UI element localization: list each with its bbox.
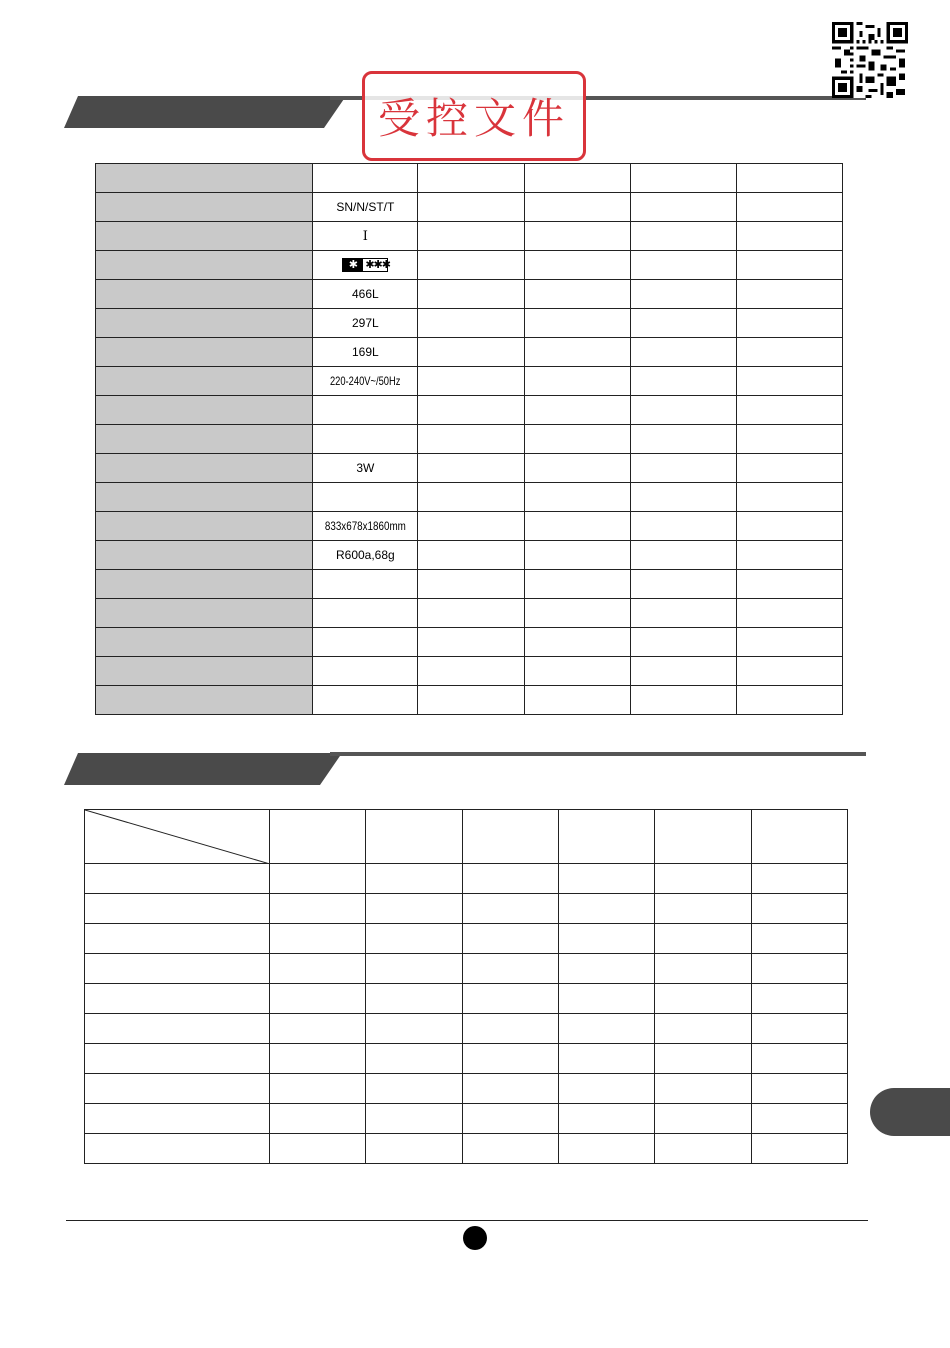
page-number-dot: [463, 1226, 487, 1250]
spec-label-cell: [96, 686, 313, 715]
table-row: [85, 924, 848, 954]
fridge-volume-value: 297L: [313, 309, 418, 338]
spec-value-cell: [313, 396, 418, 425]
total-volume-value: 466L: [313, 280, 418, 309]
table-row: [96, 193, 843, 222]
freezer-star-rating-icon: ✱ ✱✱✱: [342, 258, 388, 272]
refrigerant-value: R600a,68g: [313, 541, 418, 570]
table-row: [96, 280, 843, 309]
spec-value-cell: [313, 425, 418, 454]
table-row: [96, 570, 843, 599]
table-row: [96, 396, 843, 425]
table-row: [96, 425, 843, 454]
table-row: [85, 1134, 848, 1164]
table-row: [96, 222, 843, 251]
spec-label-cell: [96, 193, 313, 222]
spec-label-cell: [96, 628, 313, 657]
spec-label-cell: [96, 483, 313, 512]
table-row: [85, 1044, 848, 1074]
table-row: [85, 1074, 848, 1104]
spec-value-cell: [313, 686, 418, 715]
spec-label-cell: [96, 454, 313, 483]
table-row: [96, 251, 843, 280]
spec-label-cell: [96, 164, 313, 193]
table-row: [96, 512, 843, 541]
table-row: [85, 864, 848, 894]
spec-label-cell: [96, 541, 313, 570]
spec-label-cell: [96, 367, 313, 396]
spec-value-cell: [313, 657, 418, 686]
star-rating-value: [313, 251, 418, 280]
spec-label-cell: [96, 222, 313, 251]
spec-label-cell: [96, 512, 313, 541]
spec-label-cell: [96, 425, 313, 454]
section-header-rule-2: [330, 752, 866, 756]
diagonal-header-cell: [85, 810, 270, 864]
table-row: [96, 483, 843, 512]
dimensions-value: 833x678x1860mm: [313, 512, 418, 541]
stamp-text: 受控文件: [377, 94, 570, 143]
table-row: [96, 367, 843, 396]
spec-label-cell: [96, 396, 313, 425]
freezer-volume-value: 169L: [313, 338, 418, 367]
table-row: [96, 309, 843, 338]
controlled-document-stamp: [362, 71, 586, 161]
side-page-tab: [870, 1088, 950, 1136]
table-row: [96, 686, 843, 715]
table-row: [85, 894, 848, 924]
specification-table: [95, 163, 843, 715]
spec-label-cell: [96, 309, 313, 338]
table-row: [96, 541, 843, 570]
power-supply-value: 220-240V~/50Hz: [313, 367, 418, 396]
section-header-tab-1: [64, 96, 346, 128]
spec-label-cell: [96, 570, 313, 599]
table-header-row: [85, 810, 848, 864]
table-row: [96, 338, 843, 367]
spec-label-cell: [96, 657, 313, 686]
spec-value-cell: [313, 599, 418, 628]
spec-value-cell: [313, 628, 418, 657]
footer-rule: [66, 1220, 868, 1221]
spec-value-cell: [313, 164, 418, 193]
spec-label-cell: [96, 251, 313, 280]
spec-value-cell: [313, 483, 418, 512]
lamp-power-value: 3W: [313, 454, 418, 483]
performance-table: [84, 809, 848, 1164]
table-row: [85, 984, 848, 1014]
table-row: [85, 1014, 848, 1044]
spec-value-cell: [313, 570, 418, 599]
qr-code-icon: [832, 22, 908, 98]
table-row: [96, 657, 843, 686]
protection-class-value: I: [313, 222, 418, 251]
table-row: [85, 954, 848, 984]
table-row: [96, 454, 843, 483]
climate-class-value: SN/N/ST/T: [313, 193, 418, 222]
spec-label-cell: [96, 599, 313, 628]
table-row: [85, 1104, 848, 1134]
diagonal-line: [85, 810, 270, 864]
section-header-tab-2: [64, 753, 342, 785]
table-row: [96, 599, 843, 628]
spec-label-cell: [96, 338, 313, 367]
spec-label-cell: [96, 280, 313, 309]
table-row: [96, 628, 843, 657]
table-row: [96, 164, 843, 193]
